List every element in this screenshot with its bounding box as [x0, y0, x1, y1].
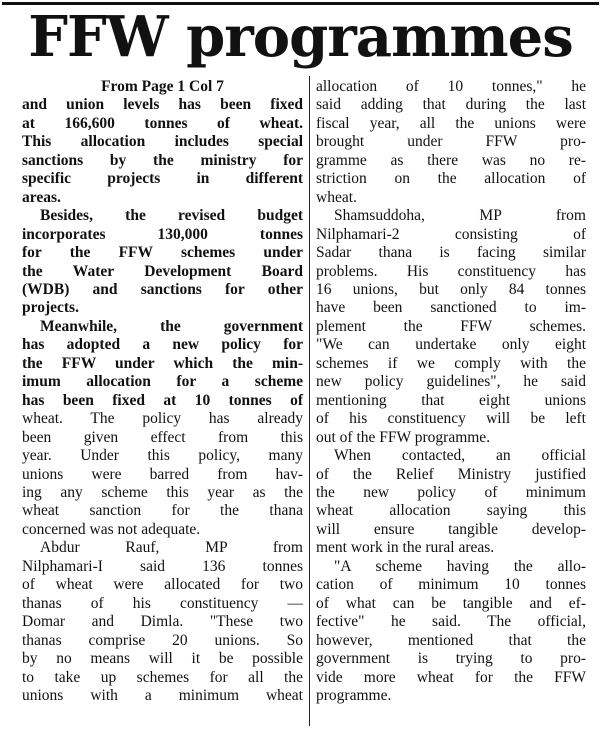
- column-divider: [309, 76, 310, 726]
- text-line: wheat sanction for the thana: [22, 502, 303, 520]
- text-line: government is trying to pro-: [316, 650, 586, 668]
- text-line: Abdur Rauf, MP from: [40, 539, 303, 557]
- text-line: and union levels has been fixed: [22, 96, 303, 114]
- text-line: sanctions by the ministry for: [22, 151, 303, 169]
- text-line: have been sanctioned to im-: [316, 299, 586, 317]
- text-line: Nilphamari-2 consisting of: [316, 225, 586, 243]
- text-line: ing any scheme this year as the: [22, 483, 303, 501]
- text-line: thanas of his constituency —: [22, 594, 303, 612]
- text-line: has been fixed at 10 tonnes of: [22, 391, 303, 409]
- text-line: wheat.: [316, 188, 357, 206]
- text-line: unions were barred from hav-: [22, 465, 303, 483]
- text-line: year. Under this policy, many: [22, 447, 303, 465]
- text-line: however, mentioned that the: [316, 631, 586, 649]
- text-line: Domar and Dimla. "These two: [22, 613, 303, 631]
- text-line: ment work in the rural areas.: [316, 539, 495, 557]
- text-line: the new policy of minimum: [316, 483, 586, 501]
- text-line: new policy guidelines", he said: [316, 373, 586, 391]
- text-line: Shamsuddoha, MP from: [334, 207, 586, 225]
- text-line: the Water Development Board: [22, 262, 303, 280]
- text-line: of wheat were allocated for two: [22, 576, 303, 594]
- text-line: to take up schemes for all the: [22, 668, 303, 686]
- text-line: at 166,600 tonnes of wheat.: [22, 114, 303, 132]
- text-line: 16 unions, but only 84 tonnes: [316, 280, 586, 298]
- text-line: unions with a minimum wheat: [22, 686, 303, 704]
- text-line: of his constituency will be left: [316, 410, 586, 428]
- text-line: concerned was not adequate.: [22, 520, 201, 538]
- text-line: When contacted, an official: [334, 447, 586, 465]
- text-line: Sadar thana is facing similar: [316, 244, 586, 262]
- text-line: areas.: [22, 188, 61, 206]
- text-line: (WDB) and sanctions for other: [22, 280, 303, 298]
- text-line: cation of minimum 10 tonnes: [316, 576, 586, 594]
- text-line: wheat allocation saying this: [316, 502, 586, 520]
- article-column-right: [316, 78, 586, 705]
- text-line: by no means will it be possible: [22, 650, 303, 668]
- text-line: Meanwhile, the government: [40, 317, 303, 335]
- text-line: schemes if we comply with the: [316, 354, 586, 372]
- text-line: imum allocation for a scheme: [22, 373, 303, 391]
- text-line: "A scheme having the allo-: [334, 557, 586, 575]
- text-line: specific projects in different: [22, 170, 303, 188]
- headline: FFW programmes: [28, 4, 573, 70]
- text-line: Besides, the revised budget: [40, 207, 303, 225]
- text-line: This allocation includes special: [22, 133, 303, 151]
- text-line: out of the FFW programme.: [316, 428, 491, 446]
- text-line: incorporates 130,000 tonnes: [22, 225, 303, 243]
- text-line: thanas comprise 20 unions. So: [22, 631, 303, 649]
- text-line: fiscal year, all the unions were: [316, 114, 586, 132]
- text-line: of what can be tangible and ef-: [316, 594, 586, 612]
- article-column-left: [22, 78, 303, 705]
- text-line: fective" he said. The official,: [316, 613, 586, 631]
- text-line: gramme as there was no re-: [316, 151, 586, 169]
- text-line: Nilphamari-I said 136 tonnes: [22, 557, 303, 575]
- text-line: striction on the allocation of: [316, 170, 586, 188]
- text-line: plement the FFW schemes.: [316, 317, 586, 335]
- text-line: "We can undertake only eight: [316, 336, 586, 354]
- text-line: brought under FFW pro-: [316, 133, 586, 151]
- text-line: projects.: [22, 299, 79, 317]
- text-line: From Page 1 Col 7: [101, 78, 224, 95]
- text-line: of the Relief Ministry justified: [316, 465, 586, 483]
- text-line: allocation of 10 tonnes," he: [316, 78, 586, 95]
- text-line: for the FFW schemes under: [22, 244, 303, 262]
- text-line: has adopted a new policy for: [22, 336, 303, 354]
- text-line: said adding that during the last: [316, 96, 586, 114]
- text-line: mentioning that eight unions: [316, 391, 586, 409]
- text-line: will ensure tangible develop-: [316, 520, 586, 538]
- text-line: been given effect from this: [22, 428, 303, 446]
- text-line: vide more wheat for the FFW: [316, 668, 586, 686]
- text-line: problems. His constituency has: [316, 262, 586, 280]
- text-line: wheat. The policy has already: [22, 410, 303, 428]
- text-line: the FFW under which the min-: [22, 354, 303, 372]
- text-line: programme.: [316, 686, 392, 704]
